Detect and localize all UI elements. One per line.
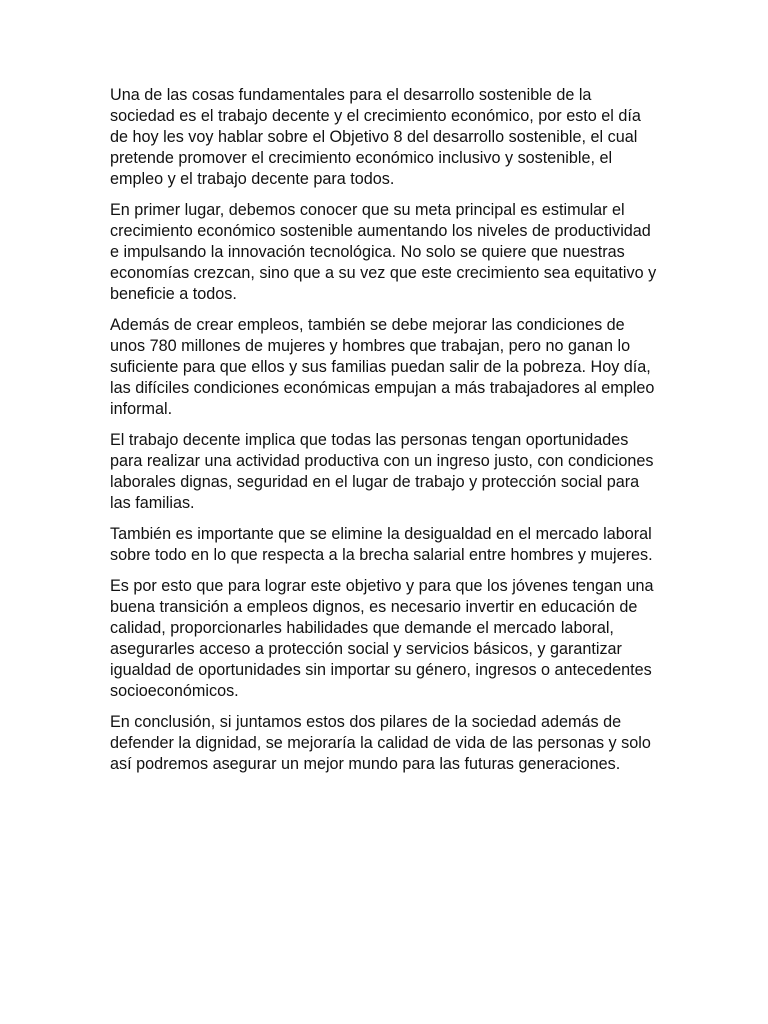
paragraph-intro: Una de las cosas fundamentales para el desarrollo sostenible de la sociedad es el trabajo decente y el crecimiento económico, por esto el día de hoy les voy hablar sobre el Objetivo 8 del desarrollo sostenible, el cual pretende promover el crecimiento económico inclusivo y sostenible, el empleo y el trabajo decente para todos.	[110, 86, 641, 188]
paragraph-conclusion: En conclusión, si juntamos estos dos pilares de la sociedad además de defender la dignidad, se mejoraría la calidad de vida de las personas y solo así podremos asegurar un mejor mundo para las futuras generaciones.	[110, 713, 651, 773]
document-page	[110, 85, 658, 785]
paragraph-inequality: También es importante que se elimine la desigualdad en el mercado laboral sobre todo en lo que respecta a la brecha salarial entre hombres y mujeres.	[110, 525, 653, 564]
paragraph-youth: Es por esto que para lograr este objetivo y para que los jóvenes tengan una buena transición a empleos dignos, es necesario invertir en educación de calidad, proporcionarles habilidades que demande el mercado laboral, asegurarles acceso a protección social y servicios básicos, y garantizar igualdad de oportunidades sin importar su género, ingresos o antecedentes socioeconómicos.	[110, 577, 654, 700]
paragraph-decent-work: El trabajo decente implica que todas las personas tengan oportunidades para realizar una actividad productiva con un ingreso justo, con condiciones laborales dignas, seguridad en el lugar de trabajo y protección social para las familias.	[110, 431, 654, 512]
paragraph-main-goal: En primer lugar, debemos conocer que su meta principal es estimular el crecimiento económico sostenible aumentando los niveles de productividad e impulsando la innovación tecnológica. No solo se quiere que nuestras economías crezcan, sino que a su vez que este crecimiento sea equitativo y beneficie a todos.	[110, 201, 657, 303]
paragraph-working-conditions: Además de crear empleos, también se debe mejorar las condiciones de unos 780 millones de mujeres y hombres que trabajan, pero no ganan lo suficiente para que ellos y sus familias puedan salir de la pobreza. Hoy día, las difíciles condiciones económicas empujan a más trabajadores al empleo informal.	[110, 316, 655, 418]
